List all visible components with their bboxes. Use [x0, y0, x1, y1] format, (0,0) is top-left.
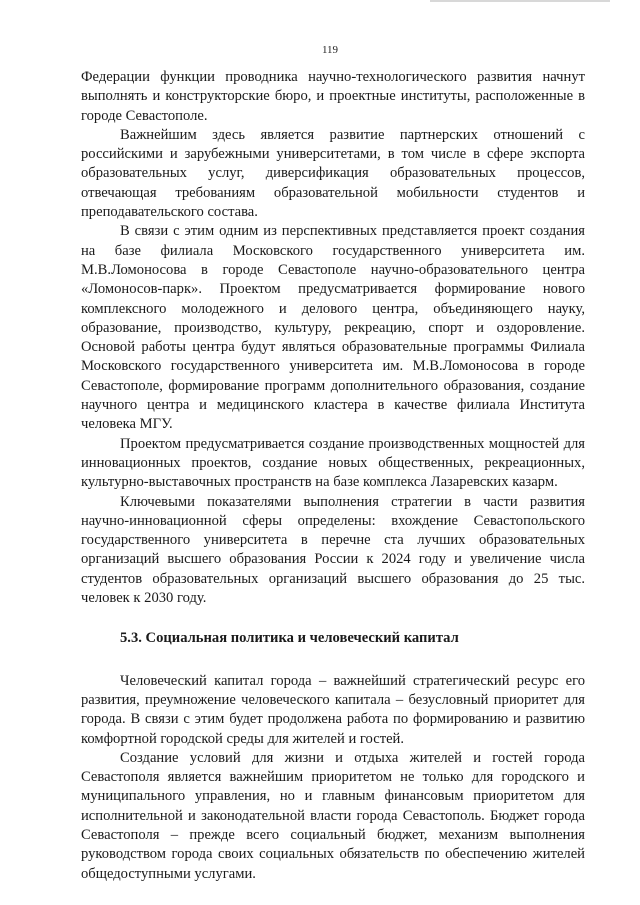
paragraph-partnerships: Важнейшим здесь является развитие партнерских отношений с российскими и зарубежными университетами, в том числе в сфере экспорта образовательных услуг, диверсификация образовательных процессов, отвечающая требованиям образовательной мобильности студентов и преподавательского состава.	[81, 126, 585, 221]
document-body	[81, 68, 585, 884]
paragraph-human-capital: Человеческий капитал города – важнейший стратегический ресурс его развития, преумножение человеческого капитала – безусловный приоритет для города. В связи с этим будет продолжена работа по формированию и развитию комфортной городской среды для жителей и гостей.	[81, 672, 585, 747]
paragraph-living-conditions: Создание условий для жизни и отдыха жителей и гостей города Севастополя является важнейшим приоритетом не только для городского и муниципального управления, но и главным финансовым приоритетом для исполнительной и законодательной власти города Севастополь. Бюджет города Севастополя – прежде всего социальный бюджет, механизм выполнения руководством города своих социальных обязательств по обеспечению жителей общедоступными услугами.	[81, 749, 585, 882]
scan-edge-line	[430, 0, 610, 2]
paragraph-continued: Федерации функции проводника научно-технологического развития начнут выполнять и конструкторские бюро, и проектные институты, расположенные в городе Севастополе.	[81, 69, 585, 124]
paragraph-lomonosov-park: В связи с этим одним из перспективных представляется проект создания на базе филиала Московского государственного университета им. М.В.Ломоносова в городе Севастополе научно-образовательного центра «Ломоносов-парк». Проектом предусматривается формирование нового комплексного молодежного и делового центра, объединяющего науку, образование, производство, культуру, рекреацию, спорт и оздоровление. Основой работы центра будут являться образовательные программы Филиала Московского государственного университета им. М.В.Ломоносова в городе Севастополе, формирование программ дополнительного образования, создание научного центра и медицинского кластера в качестве филиала Института человека МГУ.	[81, 223, 585, 433]
paragraph-key-indicators: Ключевыми показателями выполнения стратегии в части развития научно-инновационной сферы определены: вхождение Севастопольского государственного университета в перечне ста лучших образовательных организаций высшего образования России к 2024 году и увеличение числа студентов образовательных организаций высшего образования до 25 тыс. человек к 2030 году.	[81, 493, 585, 607]
section-heading: 5.3. Социальная политика и человеческий капитал	[120, 630, 459, 647]
page-number: 119	[321, 44, 339, 56]
paragraph-production-capacity: Проектом предусматривается создание производственных мощностей для инновационных проектов, создание новых общественных, рекреационных, культурно-выставочных пространств на базе комплекса Лазаревских казарм.	[81, 435, 585, 491]
